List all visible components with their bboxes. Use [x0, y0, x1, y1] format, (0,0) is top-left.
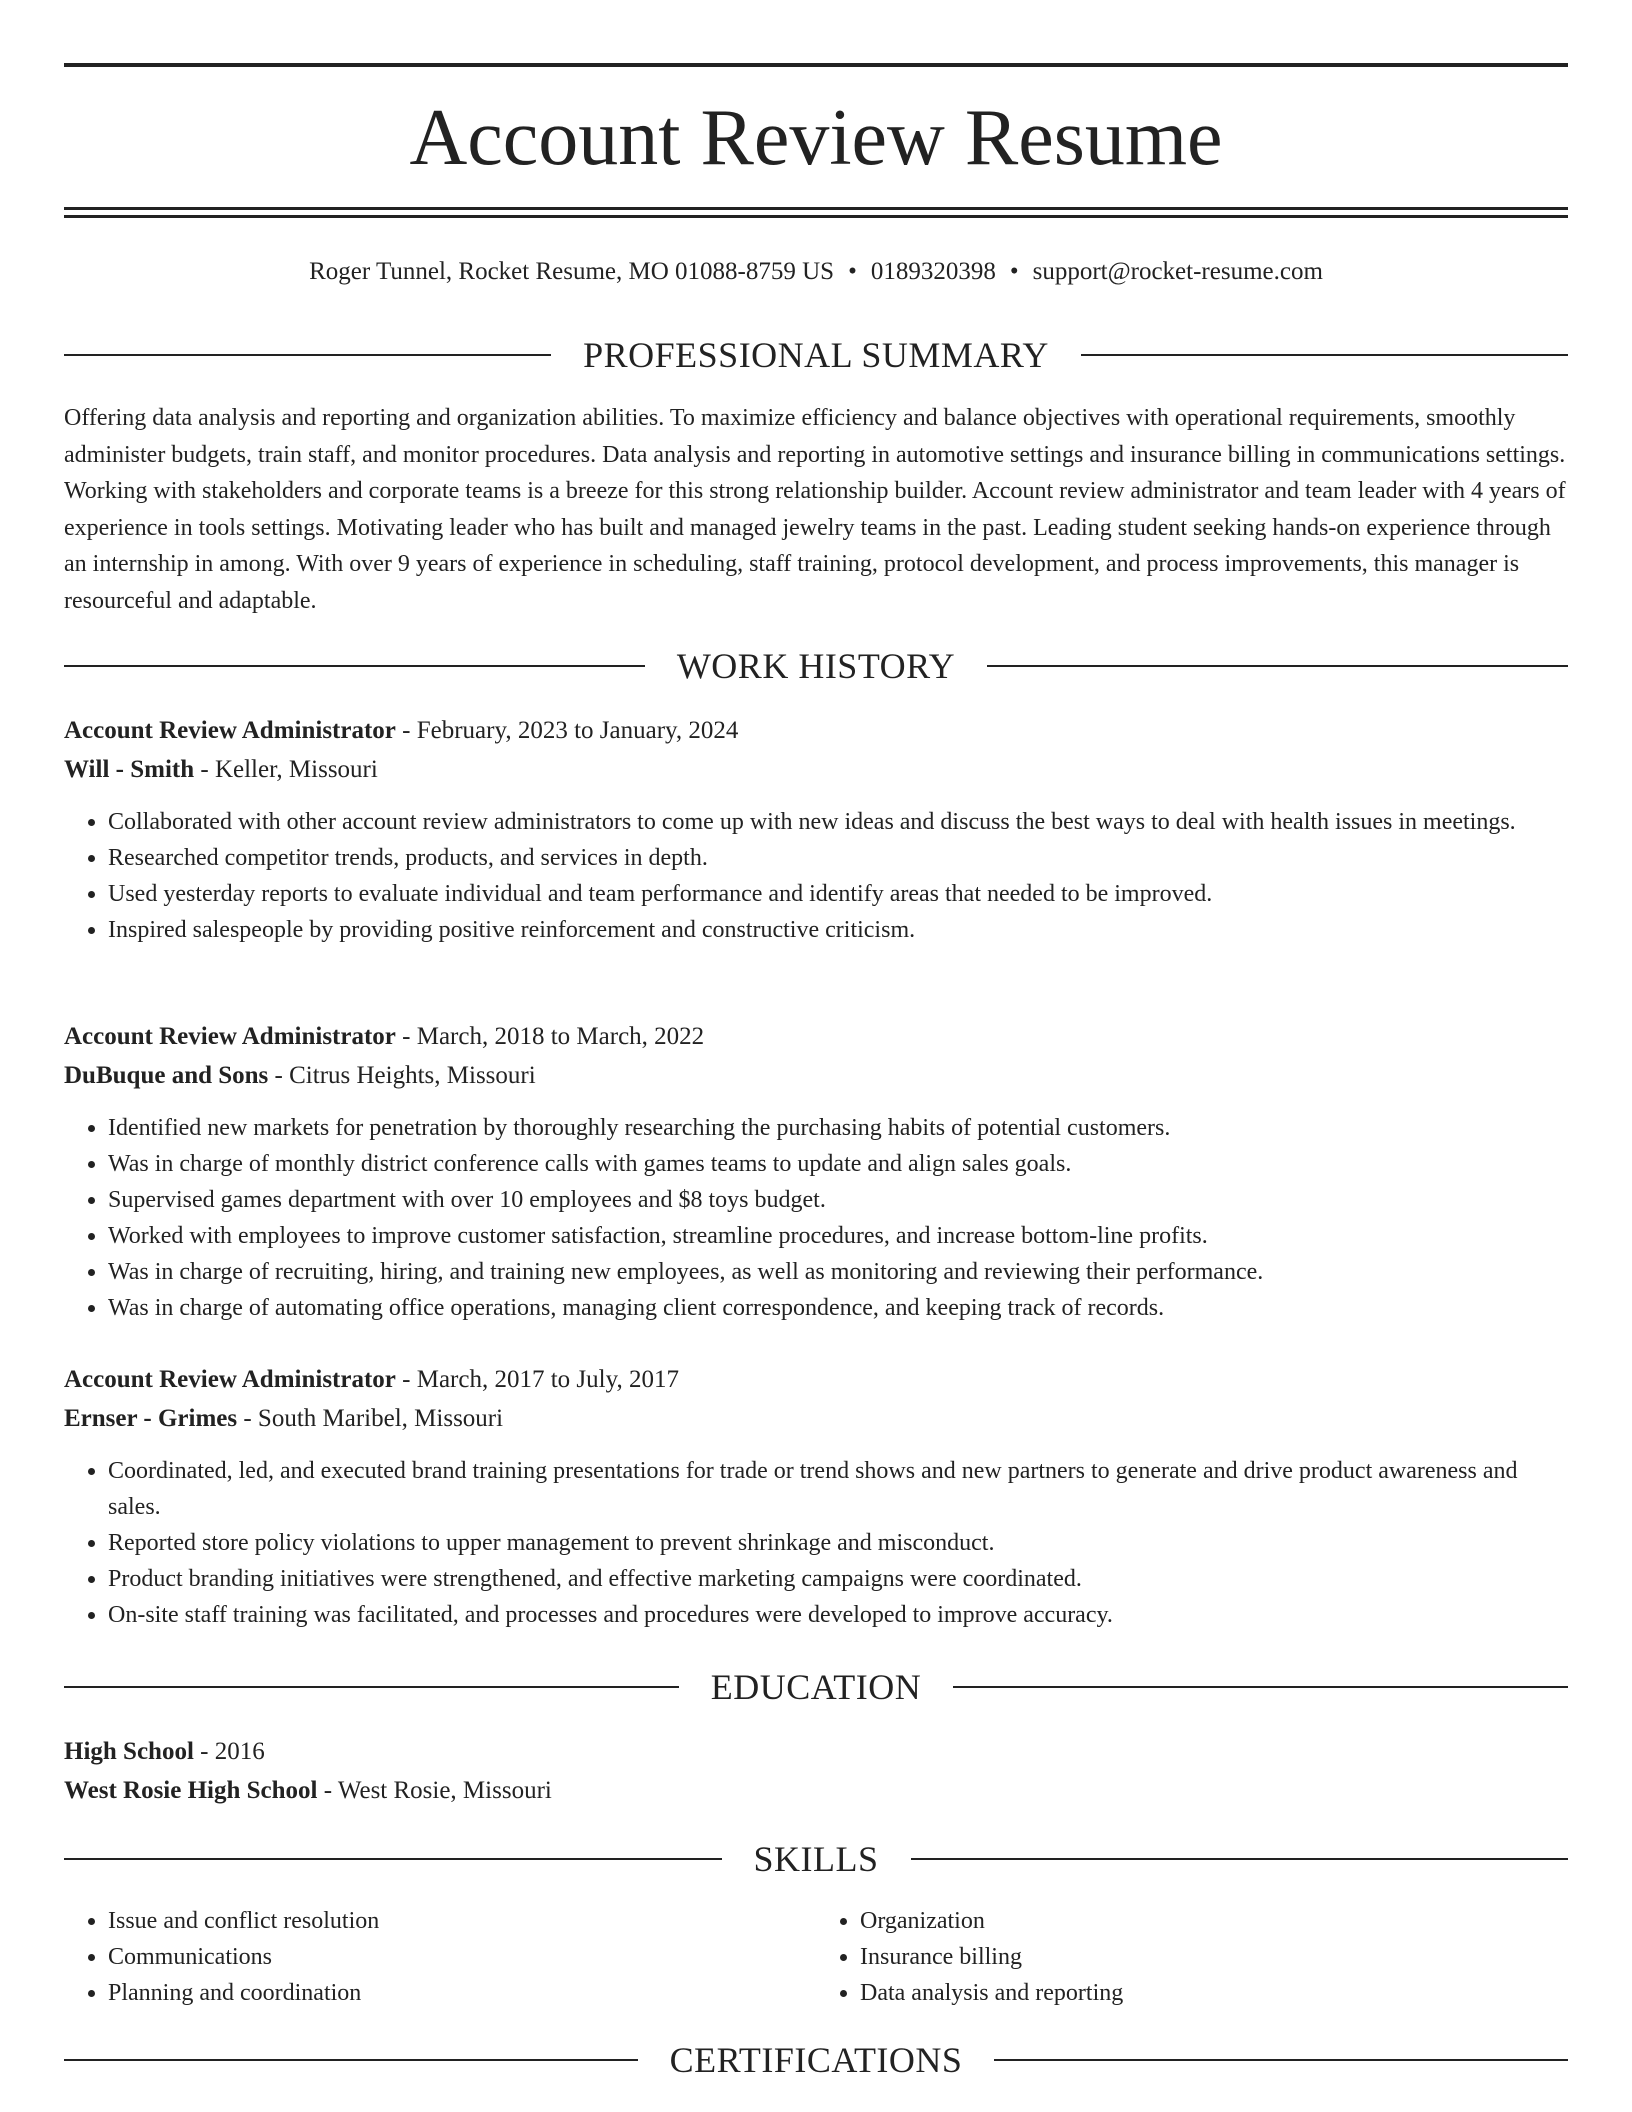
job-dates: - February, 2023 to January, 2024	[395, 717, 739, 744]
job-bullets	[64, 1453, 1568, 1633]
education-school-line	[64, 1771, 1568, 1810]
job-bullets	[64, 804, 1568, 948]
section-title: SKILLS	[753, 1839, 879, 1879]
job-company: Ernser - Grimes	[64, 1405, 238, 1432]
job-bullet: • Supervised games department with over 10 employees and $8 toys budget.	[108, 1182, 1568, 1218]
heading-rule	[64, 354, 551, 356]
skill-item: • Planning and coordination	[108, 1975, 816, 2011]
skills-column-right	[816, 1903, 1568, 2011]
section-heading-certifications	[64, 2038, 1568, 2082]
job-bullet: • Reported store policy violations to upper management to prevent shrinkage and misconduct.	[108, 1525, 1568, 1561]
job-entry	[64, 1360, 1568, 1633]
skill-item: • Insurance billing	[860, 1939, 1568, 1975]
job-location: - Keller, Missouri	[194, 756, 378, 783]
header-double-rule-lower	[64, 215, 1568, 218]
section-heading-skills	[64, 1837, 1568, 1881]
heading-rule	[1081, 354, 1568, 356]
contact-separator: •	[1009, 258, 1019, 285]
job-dates: - March, 2018 to March, 2022	[395, 1023, 705, 1050]
contact-phone: 0189320398	[870, 258, 996, 285]
job-title: Account Review Administrator	[64, 1366, 396, 1393]
skill-item: • Communications	[108, 1939, 816, 1975]
job-company: Will - Smith	[64, 756, 195, 783]
job-title-line	[64, 1017, 1568, 1056]
section-heading-work-history	[64, 644, 1568, 688]
summary-paragraph: Offering data analysis and reporting and organization abilities. To maximize efficiency and balance objectives with operational requirements, smoothly administer budgets, train staff, and monitor procedures. Data analysis and reporting in automotive settings and insurance billing in communications settings. Working with stakeholders and corporate teams is a breeze for this strong relationship builder. Account review administrator and team leader with 4 years of experience in tools settings. Motivating leader who has built and managed jewelry teams in the past. Leading student seeking hands-on experience through an internship in among. With over 9 years of experience in scheduling, staff training, protocol development, and process improvements, this manager is resourceful and adaptable.	[64, 405, 1566, 614]
education-year: - 2016	[193, 1738, 265, 1765]
section-title: PROFESSIONAL SUMMARY	[583, 335, 1049, 375]
job-company-line	[64, 1056, 1568, 1095]
education-entry	[64, 1732, 1568, 1810]
section-title: EDUCATION	[710, 1667, 922, 1707]
header-double-rule-upper	[64, 207, 1568, 210]
heading-rule	[64, 2059, 638, 2061]
job-bullet: • Inspired salespeople by providing positive reinforcement and constructive criticism.	[108, 912, 1568, 948]
header-top-rule	[64, 63, 1568, 67]
job-title: Account Review Administrator	[64, 717, 396, 744]
section-title: WORK HISTORY	[676, 646, 956, 686]
job-bullet: • Identified new markets for penetration by thoroughly researching the purchasing habits of potential customers.	[108, 1110, 1568, 1146]
skill-item: • Organization	[860, 1903, 1568, 1939]
job-bullet: • Was in charge of automating office operations, managing client correspondence, and keeping track of records.	[108, 1290, 1568, 1326]
contact-separator: •	[848, 258, 857, 285]
job-bullet: • On-site staff training was facilitated, and processes and procedures were developed to improve accuracy.	[108, 1597, 1568, 1633]
job-location: - South Maribel, Missouri	[237, 1405, 504, 1432]
skills-column-left	[64, 1903, 816, 2011]
education-degree-line	[64, 1732, 1568, 1771]
heading-rule	[911, 1858, 1569, 1860]
heading-rule	[994, 2059, 1568, 2061]
job-bullet: • Collaborated with other account review administrators to come up with new ideas and discuss the best ways to deal with health issues in meetings.	[108, 804, 1568, 840]
job-title: Account Review Administrator	[64, 1023, 396, 1050]
section-heading-summary	[64, 333, 1568, 377]
job-dates: - March, 2017 to July, 2017	[395, 1366, 679, 1393]
heading-rule	[64, 665, 645, 667]
skill-item: • Issue and conflict resolution	[108, 1903, 816, 1939]
skill-item: • Data analysis and reporting	[860, 1975, 1568, 2011]
contact-line	[64, 252, 1568, 292]
job-title-line	[64, 1360, 1568, 1399]
contact-address: Roger Tunnel, Rocket Resume, MO 01088-8759 US	[309, 258, 835, 285]
job-entry	[64, 711, 1568, 948]
job-entry	[64, 1017, 1568, 1326]
job-bullet: • Product branding initiatives were strengthened, and effective marketing campaigns were coordinated.	[108, 1561, 1568, 1597]
resume-title: Account Review Resume	[409, 94, 1223, 182]
heading-rule	[953, 1686, 1568, 1688]
education-school: West Rosie High School	[64, 1777, 318, 1804]
section-heading-education	[64, 1665, 1568, 1709]
job-title-line	[64, 711, 1568, 750]
education-location: - West Rosie, Missouri	[317, 1777, 552, 1804]
job-bullet: • Researched competitor trends, products, and services in depth.	[108, 840, 1568, 876]
job-bullet: • Coordinated, led, and executed brand training presentations for trade or trend shows and new partners to generate and drive product awareness and sales.	[108, 1453, 1568, 1525]
heading-rule	[64, 1686, 679, 1688]
contact-email: support@rocket-resume.com	[1032, 258, 1323, 285]
job-location: - Citrus Heights, Missouri	[268, 1062, 536, 1089]
section-title: CERTIFICATIONS	[669, 2040, 963, 2080]
job-company-line	[64, 1399, 1568, 1438]
heading-rule	[987, 665, 1568, 667]
education-degree: High School	[64, 1738, 194, 1765]
job-company-line	[64, 750, 1568, 789]
job-bullet: • Was in charge of recruiting, hiring, and training new employees, as well as monitoring and reviewing their performance.	[108, 1254, 1568, 1290]
job-bullets	[64, 1110, 1568, 1326]
job-bullet: • Used yesterday reports to evaluate individual and team performance and identify areas that needed to be improved.	[108, 876, 1568, 912]
job-bullet: • Worked with employees to improve customer satisfaction, streamline procedures, and increase bottom-line profits.	[108, 1218, 1568, 1254]
job-company: DuBuque and Sons	[64, 1062, 269, 1089]
heading-rule	[64, 1858, 722, 1860]
job-bullet: • Was in charge of monthly district conference calls with games teams to update and align sales goals.	[108, 1146, 1568, 1182]
skills-list	[64, 1903, 1568, 2011]
